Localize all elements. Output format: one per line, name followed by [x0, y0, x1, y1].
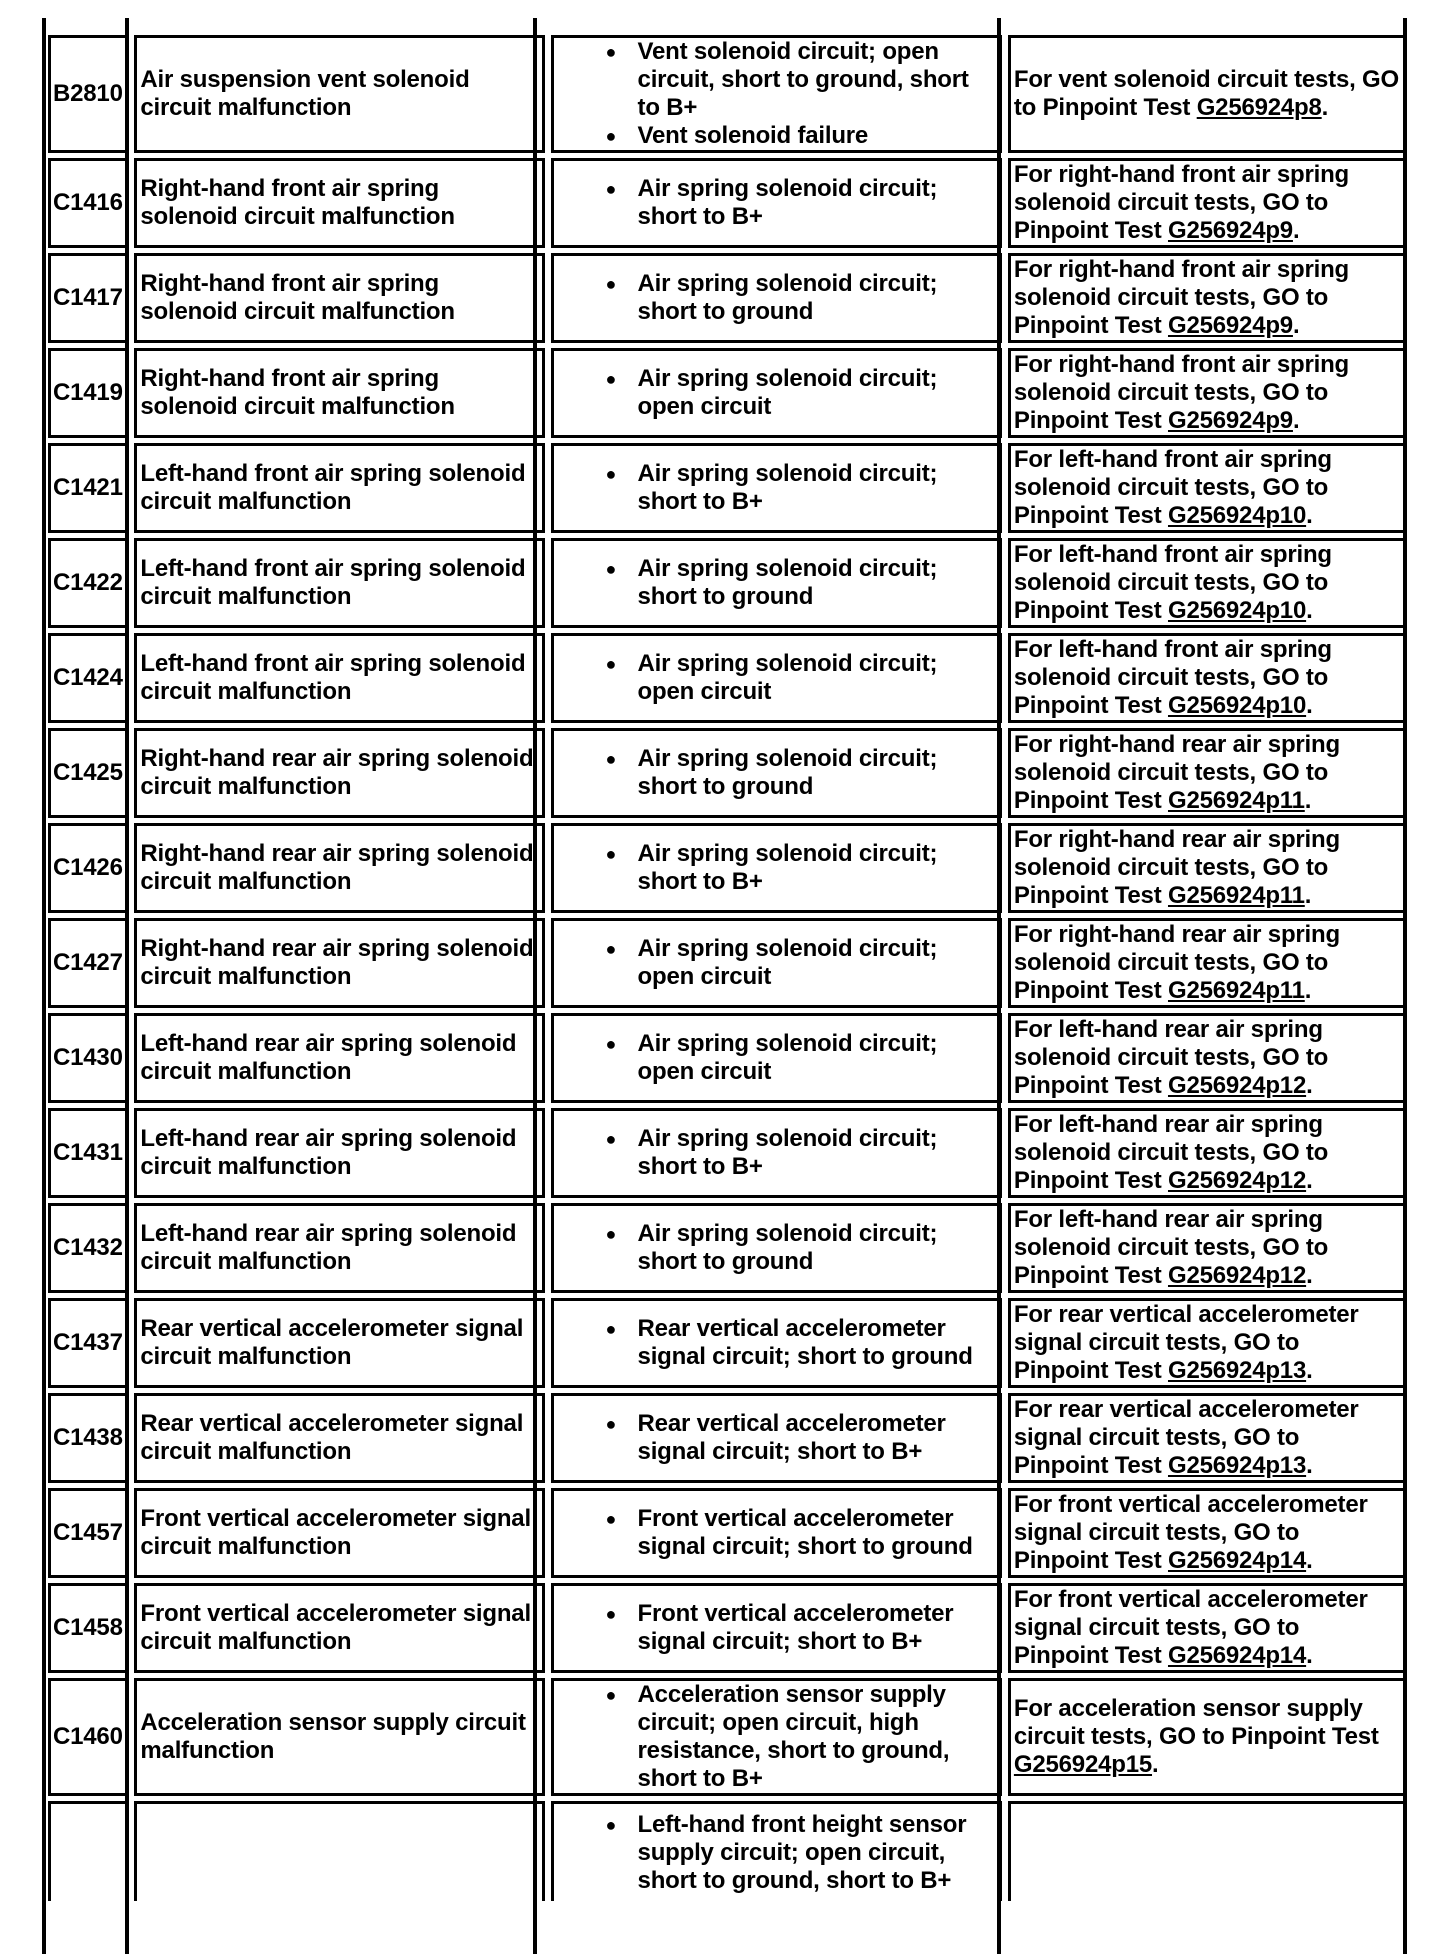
- pinpoint-test-link[interactable]: G256924p11: [1167, 882, 1305, 909]
- action-cell: [1008, 1298, 1406, 1388]
- action-text: For acceleration sensor supply circuit tests, GO to Pinpoint Test: [1013, 1695, 1379, 1750]
- cause-item: ● Air spring solenoid circuit; short to ground: [558, 270, 996, 326]
- action-end: .: [1304, 787, 1312, 814]
- cause-list: [558, 1030, 996, 1086]
- action-cell: [1008, 1488, 1406, 1578]
- dtc-description: Right-hand front air spring solenoid circuit malfunction: [134, 348, 544, 438]
- dtc-code: C1437: [48, 1298, 128, 1388]
- dtc-description: Front vertical accelerometer signal circuit malfunction: [134, 1488, 544, 1578]
- cause-item: ● Air spring solenoid circuit; open circuit: [558, 1030, 996, 1086]
- possible-causes: [551, 728, 1002, 818]
- cause-item: ● Air spring solenoid circuit; short to ground: [558, 555, 996, 611]
- dtc-description: Right-hand rear air spring solenoid circuit malfunction: [134, 728, 544, 818]
- cause-list: [558, 270, 996, 326]
- table-row: [48, 158, 1406, 248]
- pinpoint-test-link[interactable]: G256924p12: [1167, 1072, 1307, 1099]
- action-end: .: [1306, 502, 1313, 529]
- cause-item: ● Air spring solenoid circuit; short to ground: [558, 745, 996, 801]
- dtc-description: Acceleration sensor supply circuit malfunction: [134, 1678, 544, 1796]
- pinpoint-test-link[interactable]: G256924p9: [1167, 312, 1293, 339]
- cause-item: ● Air spring solenoid circuit; open circuit: [558, 935, 996, 991]
- cause-list: [558, 1681, 996, 1793]
- action-cell: [1008, 1108, 1406, 1198]
- dtc-code: C1430: [48, 1013, 128, 1103]
- dtc-table: [42, 30, 1412, 1906]
- action-text: For left-hand front air spring solenoid circuit tests, GO to Pinpoint Test: [1013, 446, 1332, 529]
- table-row: [48, 1583, 1406, 1673]
- pinpoint-test-link[interactable]: G256924p9: [1167, 217, 1293, 244]
- pinpoint-test-link[interactable]: G256924p10: [1167, 502, 1307, 529]
- dtc-code: C1422: [48, 538, 128, 628]
- possible-causes: [551, 1678, 1002, 1796]
- action-text: For front vertical accelerometer signal circuit tests, GO to Pinpoint Test: [1013, 1491, 1368, 1574]
- action-end: .: [1292, 217, 1300, 244]
- table-row: [48, 1013, 1406, 1103]
- pinpoint-test-link[interactable]: G256924p11: [1167, 977, 1305, 1004]
- pinpoint-test-link[interactable]: G256924p13: [1167, 1452, 1307, 1479]
- action-cell: [1008, 1583, 1406, 1673]
- action-cell: [1008, 443, 1406, 533]
- action-cell: [1008, 823, 1406, 913]
- dtc-description: Left-hand front air spring solenoid circuit malfunction: [134, 443, 544, 533]
- cause-item: ● Acceleration sensor supply circuit; open circuit, high resistance, short to ground, short to B+: [558, 1681, 996, 1793]
- possible-causes: [551, 1583, 1002, 1673]
- table-row: [48, 1801, 1406, 1901]
- action-text: For right-hand rear air spring solenoid circuit tests, GO to Pinpoint Test: [1013, 731, 1340, 814]
- cause-list: [558, 840, 996, 896]
- cause-list: [558, 175, 996, 231]
- dtc-description: Right-hand front air spring solenoid circuit malfunction: [134, 253, 544, 343]
- cause-item: ● Air spring solenoid circuit; short to B+: [558, 840, 996, 896]
- possible-causes: [551, 1013, 1002, 1103]
- cause-list: [558, 1505, 996, 1561]
- action-text: For rear vertical accelerometer signal circuit tests, GO to Pinpoint Test: [1013, 1396, 1359, 1479]
- cause-list: [558, 1811, 996, 1895]
- dtc-description: Left-hand rear air spring solenoid circuit malfunction: [134, 1013, 544, 1103]
- action-end: .: [1306, 1357, 1313, 1384]
- action-end: .: [1306, 1167, 1313, 1194]
- action-end: .: [1306, 1262, 1313, 1289]
- table-row: [48, 443, 1406, 533]
- action-cell: [1008, 35, 1406, 153]
- action-end: .: [1292, 312, 1300, 339]
- dtc-code: C1460: [48, 1678, 128, 1796]
- action-end: .: [1306, 1072, 1313, 1099]
- possible-causes: [551, 348, 1002, 438]
- action-text: For rear vertical accelerometer signal circuit tests, GO to Pinpoint Test: [1013, 1301, 1359, 1384]
- action-cell: [1008, 253, 1406, 343]
- cause-item: ● Vent solenoid circuit; open circuit, short to ground, short to B+: [558, 38, 996, 122]
- cause-item: ● Vent solenoid failure: [558, 122, 996, 150]
- dtc-code: C1457: [48, 1488, 128, 1578]
- pinpoint-test-link[interactable]: G256924p8: [1196, 94, 1322, 121]
- possible-causes: [551, 1108, 1002, 1198]
- possible-causes: [551, 1298, 1002, 1388]
- dtc-description: Left-hand rear air spring solenoid circuit malfunction: [134, 1203, 544, 1293]
- cause-list: [558, 365, 996, 421]
- table-row: [48, 538, 1406, 628]
- dtc-code: C1432: [48, 1203, 128, 1293]
- action-cell: [1008, 1203, 1406, 1293]
- dtc-code: C1416: [48, 158, 128, 248]
- possible-causes: [551, 1203, 1002, 1293]
- cause-list: [558, 1220, 996, 1276]
- pinpoint-test-link[interactable]: G256924p14: [1167, 1547, 1307, 1574]
- pinpoint-test-link[interactable]: G256924p12: [1167, 1262, 1307, 1289]
- pinpoint-test-link[interactable]: G256924p10: [1167, 597, 1307, 624]
- possible-causes: [551, 1488, 1002, 1578]
- dtc-description: Right-hand rear air spring solenoid circuit malfunction: [134, 918, 544, 1008]
- dtc-code: [48, 1801, 128, 1901]
- cause-item: ● Rear vertical accelerometer signal circuit; short to ground: [558, 1315, 996, 1371]
- dtc-code: C1424: [48, 633, 128, 723]
- action-cell: [1008, 538, 1406, 628]
- pinpoint-test-link[interactable]: G256924p15: [1013, 1751, 1153, 1778]
- table-row: [48, 633, 1406, 723]
- cause-list: [558, 38, 996, 150]
- dtc-description: Left-hand front air spring solenoid circuit malfunction: [134, 633, 544, 723]
- action-cell: [1008, 348, 1406, 438]
- action-end: .: [1292, 407, 1300, 434]
- action-end: .: [1306, 692, 1313, 719]
- dtc-code: C1426: [48, 823, 128, 913]
- pinpoint-test-link[interactable]: G256924p13: [1167, 1357, 1307, 1384]
- action-cell: [1008, 1013, 1406, 1103]
- dtc-description: Rear vertical accelerometer signal circuit malfunction: [134, 1393, 544, 1483]
- cause-item: ● Front vertical accelerometer signal circuit; short to ground: [558, 1505, 996, 1561]
- cause-item: ● Rear vertical accelerometer signal circuit; short to B+: [558, 1410, 996, 1466]
- action-text: For right-hand front air spring solenoid circuit tests, GO to Pinpoint Test: [1013, 161, 1349, 244]
- pinpoint-test-link[interactable]: G256924p10: [1167, 692, 1307, 719]
- cause-list: [558, 460, 996, 516]
- pinpoint-test-link[interactable]: G256924p12: [1167, 1167, 1307, 1194]
- dtc-code: C1458: [48, 1583, 128, 1673]
- action-end: .: [1304, 882, 1312, 909]
- dtc-code: C1421: [48, 443, 128, 533]
- action-text: For right-hand front air spring solenoid circuit tests, GO to Pinpoint Test: [1013, 256, 1349, 339]
- dtc-description: Front vertical accelerometer signal circuit malfunction: [134, 1583, 544, 1673]
- action-cell: [1008, 633, 1406, 723]
- dtc-code: C1425: [48, 728, 128, 818]
- dtc-description: Rear vertical accelerometer signal circuit malfunction: [134, 1298, 544, 1388]
- table-row: [48, 253, 1406, 343]
- action-end: .: [1306, 1547, 1313, 1574]
- action-text: For left-hand rear air spring solenoid circuit tests, GO to Pinpoint Test: [1013, 1206, 1329, 1289]
- cause-item: ● Front vertical accelerometer signal circuit; short to B+: [558, 1600, 996, 1656]
- action-text: For left-hand rear air spring solenoid circuit tests, GO to Pinpoint Test: [1013, 1111, 1329, 1194]
- cause-list: [558, 650, 996, 706]
- pinpoint-test-link[interactable]: G256924p14: [1167, 1642, 1307, 1669]
- action-text: For left-hand front air spring solenoid circuit tests, GO to Pinpoint Test: [1013, 636, 1332, 719]
- action-text: For right-hand rear air spring solenoid circuit tests, GO to Pinpoint Test: [1013, 826, 1340, 909]
- action-cell: [1008, 158, 1406, 248]
- possible-causes: [551, 918, 1002, 1008]
- action-text: For vent solenoid circuit tests, GO to Pinpoint Test: [1013, 66, 1399, 121]
- table-row: [48, 1298, 1406, 1388]
- dtc-code: C1419: [48, 348, 128, 438]
- dtc-description: Left-hand front air spring solenoid circuit malfunction: [134, 538, 544, 628]
- dtc-table-body: [48, 35, 1406, 1901]
- action-cell: [1008, 918, 1406, 1008]
- dtc-description: Left-hand rear air spring solenoid circuit malfunction: [134, 1108, 544, 1198]
- cause-item: ● Air spring solenoid circuit; short to B+: [558, 460, 996, 516]
- action-end: .: [1152, 1751, 1159, 1778]
- dtc-code: C1417: [48, 253, 128, 343]
- table-row: [48, 1678, 1406, 1796]
- pinpoint-test-link[interactable]: G256924p11: [1167, 787, 1305, 814]
- dtc-code: C1438: [48, 1393, 128, 1483]
- action-text: For right-hand front air spring solenoid circuit tests, GO to Pinpoint Test: [1013, 351, 1349, 434]
- dtc-code: B2810: [48, 35, 128, 153]
- cause-item: ● Air spring solenoid circuit; open circuit: [558, 365, 996, 421]
- possible-causes: [551, 443, 1002, 533]
- table-row: [48, 728, 1406, 818]
- cause-list: [558, 935, 996, 991]
- dtc-description: Right-hand front air spring solenoid circuit malfunction: [134, 158, 544, 248]
- cause-list: [558, 745, 996, 801]
- dtc-code: C1427: [48, 918, 128, 1008]
- possible-causes: [551, 823, 1002, 913]
- cause-item: ● Left-hand front height sensor supply circuit; open circuit, short to ground, short to B+: [558, 1811, 996, 1895]
- dtc-description: [134, 1801, 544, 1901]
- possible-causes: [551, 1801, 1002, 1901]
- action-text: For left-hand rear air spring solenoid circuit tests, GO to Pinpoint Test: [1013, 1016, 1329, 1099]
- possible-causes: [551, 1393, 1002, 1483]
- possible-causes: [551, 538, 1002, 628]
- table-row: [48, 1393, 1406, 1483]
- action-end: .: [1306, 597, 1313, 624]
- table-row: [48, 35, 1406, 153]
- cause-list: [558, 1315, 996, 1371]
- action-end: .: [1306, 1642, 1313, 1669]
- action-cell: [1008, 728, 1406, 818]
- dtc-code: C1431: [48, 1108, 128, 1198]
- possible-causes: [551, 633, 1002, 723]
- cause-item: ● Air spring solenoid circuit; short to ground: [558, 1220, 996, 1276]
- cause-list: [558, 1600, 996, 1656]
- action-end: .: [1306, 1452, 1313, 1479]
- cause-list: [558, 1125, 996, 1181]
- cause-item: ● Air spring solenoid circuit; open circuit: [558, 650, 996, 706]
- table-row: [48, 348, 1406, 438]
- cause-item: ● Air spring solenoid circuit; short to B+: [558, 175, 996, 231]
- table-row: [48, 1108, 1406, 1198]
- cause-list: [558, 555, 996, 611]
- action-end: .: [1321, 94, 1329, 121]
- possible-causes: [551, 35, 1002, 153]
- possible-causes: [551, 253, 1002, 343]
- action-cell: [1008, 1678, 1406, 1796]
- action-text: For right-hand rear air spring solenoid circuit tests, GO to Pinpoint Test: [1013, 921, 1340, 1004]
- dtc-table-page: [42, 18, 1412, 1954]
- action-text: For left-hand front air spring solenoid circuit tests, GO to Pinpoint Test: [1013, 541, 1332, 624]
- action-cell: [1008, 1393, 1406, 1483]
- action-text: For front vertical accelerometer signal circuit tests, GO to Pinpoint Test: [1013, 1586, 1368, 1669]
- table-row: [48, 1488, 1406, 1578]
- possible-causes: [551, 158, 1002, 248]
- action-cell: [1008, 1801, 1406, 1901]
- table-row: [48, 1203, 1406, 1293]
- cause-list: [558, 1410, 996, 1466]
- cause-item: ● Air spring solenoid circuit; short to B+: [558, 1125, 996, 1181]
- dtc-description: Right-hand rear air spring solenoid circuit malfunction: [134, 823, 544, 913]
- dtc-description: Air suspension vent solenoid circuit malfunction: [134, 35, 544, 153]
- table-row: [48, 823, 1406, 913]
- table-row: [48, 918, 1406, 1008]
- action-end: .: [1304, 977, 1312, 1004]
- pinpoint-test-link[interactable]: G256924p9: [1167, 407, 1293, 434]
